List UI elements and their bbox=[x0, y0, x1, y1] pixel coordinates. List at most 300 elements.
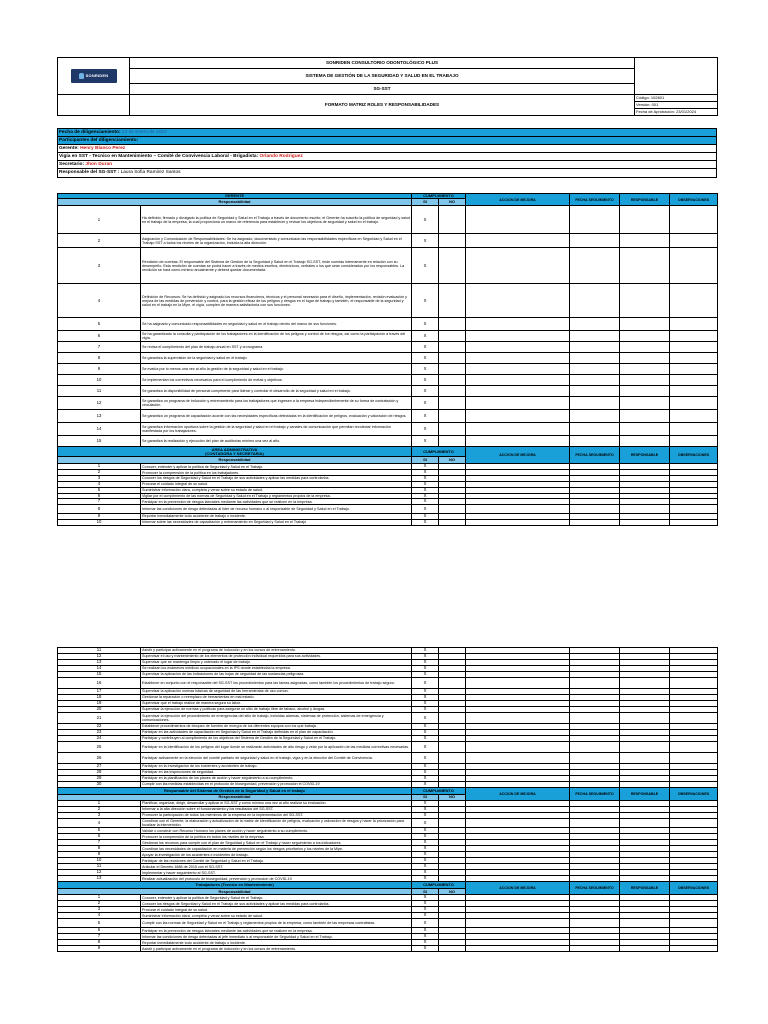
row-number: 4 bbox=[58, 913, 141, 919]
no-header: NO bbox=[439, 199, 466, 206]
si-cell: X bbox=[412, 764, 439, 770]
version: Versión: 001 bbox=[635, 102, 718, 109]
responsibility-text: Apoyar la investigación de los accidentes e incidentes de trabajo. bbox=[141, 852, 412, 858]
table-row bbox=[58, 375, 718, 386]
responsabilidad-header: Responsabilidad bbox=[58, 795, 412, 801]
responsable-cell bbox=[620, 505, 670, 514]
responsibility-text: Vigilar por el cumplimiento de las normas de Seguridad y Salud en el Trabajo y reglamentos propios de la empresa. bbox=[141, 493, 412, 499]
accion-cell bbox=[466, 318, 570, 331]
no-cell bbox=[439, 410, 466, 423]
fecha-cell bbox=[570, 206, 620, 234]
responsibility-text: Asistir y participar activamente en el programa de inducción y en los cursos de entrenamiento. bbox=[141, 946, 412, 952]
responsable-cell bbox=[620, 206, 670, 234]
responsibility-text: Establecer procedimientos de bloqueo de fuentes de energía de los diferentes equipos con los que trabaja. bbox=[141, 724, 412, 730]
responsibility-text: Planificar, organizar, dirigir, desarrollar y aplicar el SG-SST y como mínimo una vez al año realizar su evaluación. bbox=[141, 801, 412, 807]
si-cell: X bbox=[412, 487, 439, 493]
observaciones-cell bbox=[670, 678, 718, 689]
fecha-cell bbox=[570, 284, 620, 318]
responsibility-text: Se ha asignado y comunicado responsabilidades en seguridad y salud en el trabajo dentro del marco de sus funciones. bbox=[141, 318, 412, 331]
responsibility-text: Gestionar la reparación o reemplazo de herramientas en mal estado. bbox=[141, 695, 412, 701]
responsable-cell bbox=[620, 364, 670, 375]
responsable-cell bbox=[620, 436, 670, 447]
no-cell bbox=[439, 248, 466, 284]
responsibility-text: Participar en la prevención de riesgos laborales mediante las actividades que se realicen en la empresa. bbox=[141, 928, 412, 934]
table-row bbox=[58, 753, 718, 764]
responsibility-text: Realizar actualización del protocolo de bioseguridad, prevención y promocion de COVID-19 bbox=[141, 876, 412, 882]
si-cell: X bbox=[412, 742, 439, 753]
no-cell bbox=[439, 234, 466, 248]
row-number: 7 bbox=[58, 934, 141, 940]
tooth-icon bbox=[79, 73, 84, 79]
responsibility-text: Participar en la prevención de riesgos laborales mediante las actividades que se realicen en la empresa. bbox=[141, 499, 412, 505]
responsable-cell bbox=[620, 386, 670, 397]
participantes-row: Participantes del diligenciamiento: bbox=[58, 137, 716, 145]
responsibility-text: Conocer, entender y aplicar la política de Seguridad y Salud en el Trabajo. bbox=[141, 895, 412, 901]
responsable-cell bbox=[620, 713, 670, 724]
row-number: 3 bbox=[58, 476, 141, 482]
accion-cell bbox=[466, 742, 570, 753]
accion-header: ACCION DE MEJORA bbox=[466, 194, 570, 206]
responsibility-text: Conocer, entender y aplicar la política de Seguridad y Salud en el Trabajo. bbox=[141, 464, 412, 470]
responsibility-text: Participar en la planificación de los planes de acción y hacer seguimiento a su cumplimiento. bbox=[141, 776, 412, 782]
row-number: 21 bbox=[58, 713, 141, 724]
si-cell: X bbox=[412, 770, 439, 776]
si-cell: X bbox=[412, 776, 439, 782]
no-cell bbox=[439, 206, 466, 234]
responsibility-text: Rendición de cuentas: El responsable del Sistema de Gestión de la Seguridad y Salud en el Trabajo SG-SST, rinde cuentas internamente en relación con su desempeño. Esta rendición de cuentas se podrá hacer a través de medios escritos, electrónicos, verbales o los que sean considerados por los responsables. La rendición se hará como mínimo anualmente y deberá quedar documentada. bbox=[141, 248, 412, 284]
responsabilidad-header: Responsabilidad bbox=[58, 457, 412, 464]
table-row bbox=[58, 505, 718, 514]
si-cell: X bbox=[412, 913, 439, 919]
si-cell: X bbox=[412, 318, 439, 331]
si-cell: X bbox=[412, 470, 439, 476]
responsable-header: RESPONSABLE bbox=[620, 788, 670, 801]
row-number: 20 bbox=[58, 707, 141, 713]
responsibility-text: Definición de Recursos: Se ha definido y asignado los recursos financieros, técnicos y el personal necesario para el diseño, implementación, revisión evaluación y mejora de las medidas de prevención y control, para la gestión eficaz de los peligros y riesgos en el lugar de trabajo y también, el responsable de la seguridad y salud en el trabajo en la Mipe, el vigía, cumplen de manera satisfactoria con sus funciones. bbox=[141, 284, 412, 318]
responsibility-text: Promover la comprensión de la política en los trabajadores. bbox=[141, 470, 412, 476]
si-cell: X bbox=[412, 870, 439, 876]
roles-table-page-2 bbox=[57, 647, 718, 952]
responsable-cell bbox=[620, 342, 670, 353]
no-cell bbox=[439, 342, 466, 353]
responsibility-text: Informar las condiciones de riesgo detectadas al jefe inmediato o al responsable de Seguridad y Salud en el Trabajo. bbox=[141, 934, 412, 940]
row-number: 5 bbox=[58, 828, 141, 834]
responsable-cell bbox=[620, 234, 670, 248]
fecha-cell bbox=[570, 519, 620, 525]
row-number: 7 bbox=[58, 499, 141, 505]
si-cell: X bbox=[412, 707, 439, 713]
si-cell: X bbox=[412, 234, 439, 248]
no-cell bbox=[439, 819, 466, 828]
observaciones-cell bbox=[670, 342, 718, 353]
observaciones-cell bbox=[670, 742, 718, 753]
accion-header: ACCION DE MEJORA bbox=[466, 882, 570, 895]
responsibility-text: Articular el Decreto 1886 de 2015 con el SG-SST. bbox=[141, 864, 412, 870]
table-row bbox=[58, 742, 718, 753]
row-number: 2 bbox=[58, 470, 141, 476]
fecha-cell bbox=[570, 753, 620, 764]
table-row bbox=[58, 919, 718, 928]
row-number: 10 bbox=[58, 519, 141, 525]
observaciones-cell bbox=[670, 318, 718, 331]
si-cell: X bbox=[412, 364, 439, 375]
responsibility-text: Coordinar las necesidades de capacitación en materia de prevención según los riesgos prioritarios y los niveles de la Mipe. bbox=[141, 846, 412, 852]
fecha-cell bbox=[570, 713, 620, 724]
responsibility-text: Supervisar la aplicación de las indicaciones de las hojas de seguridad de las sustancias peligrosas. bbox=[141, 672, 412, 678]
no-cell bbox=[439, 331, 466, 342]
responsable-header: RESPONSABLE bbox=[620, 882, 670, 895]
responsibility-text: Informar a la alta dirección sobre el funcionamiento y los resultados del SG-SST. bbox=[141, 807, 412, 813]
fecha-cell bbox=[570, 248, 620, 284]
si-cell: X bbox=[412, 846, 439, 852]
si-cell: X bbox=[412, 493, 439, 499]
codigo: Código: 102601 bbox=[635, 95, 718, 102]
observaciones-cell bbox=[670, 713, 718, 724]
row-number: 5 bbox=[58, 318, 141, 331]
row-number: 3 bbox=[58, 907, 141, 913]
si-header: SI bbox=[412, 889, 439, 895]
si-cell: X bbox=[412, 464, 439, 470]
no-header: NO bbox=[439, 457, 466, 464]
row-number: 29 bbox=[58, 776, 141, 782]
row-number: 4 bbox=[58, 819, 141, 828]
no-cell bbox=[439, 678, 466, 689]
table-row bbox=[58, 519, 718, 525]
si-cell: X bbox=[412, 206, 439, 234]
section-header-responsable bbox=[58, 788, 718, 795]
row-number: 14 bbox=[58, 666, 141, 672]
table-row bbox=[58, 423, 718, 436]
si-cell: X bbox=[412, 852, 439, 858]
row-number: 18 bbox=[58, 695, 141, 701]
table-row bbox=[58, 410, 718, 423]
observaciones-cell bbox=[670, 248, 718, 284]
table-row bbox=[58, 284, 718, 318]
observaciones-cell bbox=[670, 353, 718, 364]
row-number: 2 bbox=[58, 234, 141, 248]
fecha-cell bbox=[570, 318, 620, 331]
accion-cell bbox=[466, 436, 570, 447]
table-row bbox=[58, 364, 718, 375]
si-header: SI bbox=[412, 795, 439, 801]
responsable-cell bbox=[620, 742, 670, 753]
accion-cell bbox=[466, 206, 570, 234]
row-number: 8 bbox=[58, 846, 141, 852]
responsibility-text: Se garantiza la realización y ejecución del plan de auditorías mínimo una vez al año. bbox=[141, 436, 412, 447]
responsibility-text: Reportar inmediatamente todo accidente de trabajo o incidente. bbox=[141, 940, 412, 946]
fecha-cell bbox=[570, 410, 620, 423]
si-cell: X bbox=[412, 436, 439, 447]
responsibility-text: Procurar el cuidado integral de su salud. bbox=[141, 907, 412, 913]
accion-cell bbox=[466, 946, 570, 952]
fecha-cell bbox=[570, 919, 620, 928]
row-number: 9 bbox=[58, 364, 141, 375]
si-cell: X bbox=[412, 695, 439, 701]
row-number: 14 bbox=[58, 423, 141, 436]
si-cell: X bbox=[412, 934, 439, 940]
fecha-cell bbox=[570, 375, 620, 386]
responsibility-text: Asistir y participar activamente en el programa de inducción y en los cursos de entrenamiento. bbox=[141, 648, 412, 654]
responsibility-text: Supervisar la ejecución de normas y políticas para asegurar un sitio de trabajo libre de tabaco, alcohol y drogas. bbox=[141, 707, 412, 713]
responsibility-text: Participar en las actividades de capacitación en Seguridad y Salud en el Trabajo definidas en el plan de capacitación. bbox=[141, 730, 412, 736]
responsibility-text: Implementar y hacer seguimiento al SG-SST. bbox=[141, 870, 412, 876]
responsibility-text: Supervisar la ejecución del procedimiento de emergencias del sitio de trabajo, incluidas alarmas, sistemas de protección, sistemas de emergencia y comunicaciones. bbox=[141, 713, 412, 724]
si-cell: X bbox=[412, 724, 439, 730]
no-cell bbox=[439, 519, 466, 525]
responsibility-text: Se revisa el cumplimiento del plan de trabajo anual en SST y cronograma. bbox=[141, 342, 412, 353]
si-cell: X bbox=[412, 342, 439, 353]
no-cell bbox=[439, 436, 466, 447]
responsable-cell bbox=[620, 375, 670, 386]
responsibility-text: Participar en la investigación de los incidentes y accidentes de trabajo. bbox=[141, 764, 412, 770]
no-header: NO bbox=[439, 889, 466, 895]
row-number: 6 bbox=[58, 928, 141, 934]
responsibility-text: Supervisar el uso y mantenimiento de los elementos de protección individual requeridos para sus actividades. bbox=[141, 654, 412, 660]
responsibility-text: Se implementan los correctivos necesarios para el cumplimiento de metas y objetivos. bbox=[141, 375, 412, 386]
table-row bbox=[58, 248, 718, 284]
fecha-cell bbox=[570, 364, 620, 375]
observaciones-header: OBSERVACIONES bbox=[670, 447, 718, 464]
si-cell: X bbox=[412, 654, 439, 660]
observaciones-cell bbox=[670, 386, 718, 397]
row-number: 3 bbox=[58, 813, 141, 819]
responsibility-text: Se garantiza información oportuna sobre la gestión de la seguridad y salud en el trabajo y canales de comunicación que permitan recolectar información manifestada por los trabajadores. bbox=[141, 423, 412, 436]
responsable-cell bbox=[620, 678, 670, 689]
fecha-cell bbox=[570, 678, 620, 689]
responsibility-text: Ha definido, firmado y divulgado la política de Seguridad y Salud en el Trabajo a través de documento escrito, el Gerente ha suscrito la política de seguridad y salud en el trabajo de la empresa, la cual proporciona un marco de referencia para establecer y revisar los objetivos de seguridad y salud en el trabajo. bbox=[141, 206, 412, 234]
row-number: 8 bbox=[58, 353, 141, 364]
si-cell: X bbox=[412, 476, 439, 482]
fecha-cell bbox=[570, 742, 620, 753]
observaciones-header: OBSERVACIONES bbox=[670, 194, 718, 206]
accion-cell bbox=[466, 505, 570, 514]
responsibility-text: Conocer los riesgos de Seguridad y Salud en el Trabajo de sus actividades y aplicar las medidas para controlarlos. bbox=[141, 901, 412, 907]
responsable-cell bbox=[620, 353, 670, 364]
row-number: 16 bbox=[58, 678, 141, 689]
si-cell: X bbox=[412, 736, 439, 742]
no-cell bbox=[439, 375, 466, 386]
responsibility-text: Procurar el cuidado integral de su salud. bbox=[141, 481, 412, 487]
row-number: 11 bbox=[58, 864, 141, 870]
si-cell: X bbox=[412, 701, 439, 707]
si-cell: X bbox=[412, 895, 439, 901]
si-cell: X bbox=[412, 481, 439, 487]
table-row bbox=[58, 386, 718, 397]
table-row bbox=[58, 318, 718, 331]
si-cell: X bbox=[412, 248, 439, 284]
si-cell: X bbox=[412, 713, 439, 724]
row-number: 12 bbox=[58, 870, 141, 876]
responsibility-text: Se garantiza un programa de capacitación acorde con las necesidades específicas detectadas en la identificación de peligros, evaluación y valoración de riesgos. bbox=[141, 410, 412, 423]
table-row bbox=[58, 397, 718, 410]
no-header: NO bbox=[439, 795, 466, 801]
accion-cell bbox=[466, 423, 570, 436]
no-cell bbox=[439, 353, 466, 364]
accion-cell bbox=[466, 331, 570, 342]
row-number: 19 bbox=[58, 701, 141, 707]
si-header: SI bbox=[412, 457, 439, 464]
no-cell bbox=[439, 753, 466, 764]
fecha-cell bbox=[570, 234, 620, 248]
accion-cell bbox=[466, 919, 570, 928]
accion-cell bbox=[466, 248, 570, 284]
responsibility-text: Suministrar información clara, completa y veraz sobre su estado de salud. bbox=[141, 913, 412, 919]
accion-cell bbox=[466, 753, 570, 764]
document-header bbox=[57, 57, 718, 116]
accion-cell bbox=[466, 519, 570, 525]
gerente-row: Gerente: Henry Blanco Perez bbox=[58, 145, 716, 153]
row-number: 1 bbox=[58, 206, 141, 234]
fecha-header: FECHA SEGUIMIENTO bbox=[570, 447, 620, 464]
observaciones-cell bbox=[670, 919, 718, 928]
row-number: 26 bbox=[58, 753, 141, 764]
accion-cell bbox=[466, 410, 570, 423]
observaciones-cell bbox=[670, 375, 718, 386]
accion-cell bbox=[466, 375, 570, 386]
observaciones-cell bbox=[670, 819, 718, 828]
responsibility-text: Se realizan los exámenes médicos ocupacionales en la IPS donde establecida la empresa. bbox=[141, 666, 412, 672]
row-number: 2 bbox=[58, 901, 141, 907]
si-cell: X bbox=[412, 876, 439, 882]
cumplimiento-header: CUMPLIMIENTO bbox=[412, 194, 466, 199]
accion-header: ACCION DE MEJORA bbox=[466, 788, 570, 801]
no-cell bbox=[439, 505, 466, 514]
si-cell: X bbox=[412, 284, 439, 318]
responsable-cell bbox=[620, 410, 670, 423]
responsibility-text: Conocer los riesgos de Seguridad y Salud en el Trabajo de sus actividades y aplicar las medidas para controlarlos. bbox=[141, 476, 412, 482]
info-block bbox=[57, 128, 717, 178]
row-number: 30 bbox=[58, 782, 141, 788]
fecha-cell bbox=[570, 331, 620, 342]
si-cell: X bbox=[412, 919, 439, 928]
responsabilidad-header: Responsabilidad bbox=[58, 889, 412, 895]
responsable-row: Responsable del SG-SST : Laura Sofia Ramirez Santos bbox=[59, 170, 181, 175]
observaciones-cell bbox=[670, 946, 718, 952]
responsable-cell bbox=[620, 318, 670, 331]
row-number: 1 bbox=[58, 895, 141, 901]
no-cell bbox=[439, 364, 466, 375]
si-cell: X bbox=[412, 331, 439, 342]
responsable-cell bbox=[620, 753, 670, 764]
row-number: 9 bbox=[58, 946, 141, 952]
responsibility-text: Establecer en conjunto con el responsable del SG-SST los procedimientos para las tareas asignadas, como también los procedimientos de trabajo seguro. bbox=[141, 678, 412, 689]
row-number: 5 bbox=[58, 487, 141, 493]
fecha-header: FECHA SEGUIMIENTO bbox=[570, 882, 620, 895]
row-number: 10 bbox=[58, 375, 141, 386]
table-row bbox=[58, 331, 718, 342]
no-cell bbox=[439, 423, 466, 436]
observaciones-cell bbox=[670, 206, 718, 234]
si-cell: X bbox=[412, 753, 439, 764]
no-cell bbox=[439, 386, 466, 397]
row-number: 4 bbox=[58, 481, 141, 487]
row-number: 11 bbox=[58, 386, 141, 397]
row-number: 1 bbox=[58, 801, 141, 807]
row-number: 25 bbox=[58, 742, 141, 753]
observaciones-cell bbox=[670, 436, 718, 447]
responsibility-text: Informar las condiciones de riesgo detectadas al líder de recurso humano o al responsable de Seguridad y Salud en el Trabajo. bbox=[141, 505, 412, 514]
observaciones-cell bbox=[670, 364, 718, 375]
si-cell: X bbox=[412, 864, 439, 870]
responsibility-text: Supervisar que se mantenga limpio y ordenado el lugar de trabajo. bbox=[141, 660, 412, 666]
si-cell: X bbox=[412, 519, 439, 525]
responsibility-text: Cumplir con las medidas establecidas en el protocolo de bioseguridad, prevención y promoción el COVID-19 bbox=[141, 782, 412, 788]
accion-cell bbox=[466, 386, 570, 397]
cumplimiento-header: CUMPLIMIENTO bbox=[412, 447, 466, 457]
responsibility-text: Participar y contribuyen al cumplimiento de los objetivos del Sistema de Gestión de la Seguridad y Salud en el Trabajo. bbox=[141, 736, 412, 742]
accion-cell bbox=[466, 234, 570, 248]
logo-cell bbox=[58, 58, 130, 95]
fecha-header: FECHA SEGUIMIENTO bbox=[570, 788, 620, 801]
observaciones-cell bbox=[670, 397, 718, 410]
si-cell: X bbox=[412, 499, 439, 505]
row-number: 15 bbox=[58, 672, 141, 678]
si-cell: X bbox=[412, 946, 439, 952]
responsable-cell bbox=[620, 946, 670, 952]
row-number: 6 bbox=[58, 493, 141, 499]
responsibility-text: Gestionar los recursos para cumplir con el plan de Seguridad y Salud en el Trabajo y hacer seguimiento a los indicadores. bbox=[141, 840, 412, 846]
row-number: 12 bbox=[58, 397, 141, 410]
responsable-cell bbox=[620, 519, 670, 525]
si-cell: X bbox=[412, 858, 439, 864]
accion-cell bbox=[466, 713, 570, 724]
table-row bbox=[58, 946, 718, 952]
responsable-header: RESPONSABLE bbox=[620, 447, 670, 464]
row-number: 22 bbox=[58, 724, 141, 730]
no-cell bbox=[439, 397, 466, 410]
row-number: 24 bbox=[58, 736, 141, 742]
responsibility-text: Validar o construir con Recurso Humano los planes de acción y hacer seguimiento a su cumplimiento. bbox=[141, 828, 412, 834]
row-number: 2 bbox=[58, 807, 141, 813]
row-number: 17 bbox=[58, 689, 141, 695]
row-number: 28 bbox=[58, 770, 141, 776]
si-cell: X bbox=[412, 648, 439, 654]
fecha-cell bbox=[570, 946, 620, 952]
fecha-cell bbox=[570, 353, 620, 364]
fecha-aprobacion: Fecha de Aprobación: 23/01/2024 bbox=[635, 109, 718, 116]
row-number: 23 bbox=[58, 730, 141, 736]
accion-cell bbox=[466, 353, 570, 364]
accion-cell bbox=[466, 397, 570, 410]
si-cell: X bbox=[412, 834, 439, 840]
accion-cell bbox=[466, 364, 570, 375]
responsibility-text: Participar de las reuniones del Comité de Seguridad y Salud en el Trabajo. bbox=[141, 858, 412, 864]
si-cell: X bbox=[412, 782, 439, 788]
no-cell bbox=[439, 318, 466, 331]
responsibility-text: Cumplir con las normas de Seguridad y Salud en el Trabajo y reglamentos propios de la empresa, como también de las empresas contratistas. bbox=[141, 919, 412, 928]
observaciones-cell bbox=[670, 410, 718, 423]
responsable-cell bbox=[620, 423, 670, 436]
table-row bbox=[58, 206, 718, 234]
accion-cell bbox=[466, 678, 570, 689]
responsibility-text: Se garantiza un programa de inducción y entrenamiento para los trabajadores que ingresen a la empresa independientemente de su forma de contratación y vinculación. bbox=[141, 397, 412, 410]
observaciones-cell bbox=[670, 519, 718, 525]
responsibility-text: Se garantiza la disponibilidad de personal competente para liderar y controlar el desarrollo de la seguridad y salud en el trabajo. bbox=[141, 386, 412, 397]
system-name: SISTEMA DE GESTIÓN DE LA SEGURIDAD Y SALUD EN EL TRABAJO bbox=[130, 69, 635, 84]
table-row bbox=[58, 436, 718, 447]
no-cell bbox=[439, 946, 466, 952]
si-cell: X bbox=[412, 666, 439, 672]
format-title: FORMATO MATRIZ ROLES Y RESPONSABILIDADES bbox=[130, 95, 635, 116]
cumplimiento-header: CUMPLIMIENTO bbox=[412, 882, 466, 889]
observaciones-cell bbox=[670, 284, 718, 318]
responsibility-text: Coordinar con el Gerente, la elaboración y actualización de la matriz de identificación de peligros, evaluación y valoración de riesgos y hacer la priorización para focalizar la intervención. bbox=[141, 819, 412, 828]
si-cell: X bbox=[412, 801, 439, 807]
no-cell bbox=[439, 713, 466, 724]
si-cell: X bbox=[412, 353, 439, 364]
si-cell: X bbox=[412, 907, 439, 913]
table-row bbox=[58, 819, 718, 828]
